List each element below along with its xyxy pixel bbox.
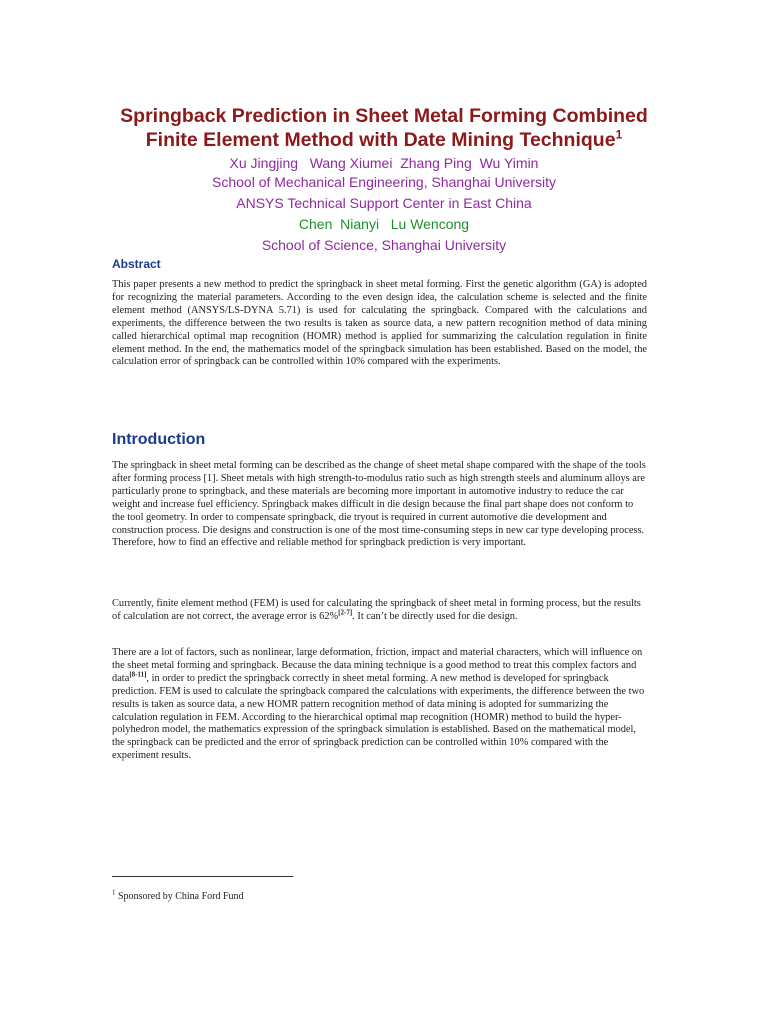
intro-paragraph-3 (112, 647, 647, 763)
intro-paragraph-1: The springback in sheet metal forming can be described as the change of sheet metal shape compared with the shape of the tools after forming process [1]. Sheet metals with high strength-to-modulus ratio such as high strength steels and aluminum alloys are particularly prone to springback, and these materials are becoming more important in automotive industry to reduce the car weight and increase fuel efficiency. Springback makes difficult in die design because the final part shape does not conform to the tool geometry. In order to compensate springback, die tryout is required in current automotive die development and construction process. Die designs and construction is one of the most time-consuming steps in new car type developing process. Therefore, how to find an effective and reliable method for springback prediction is very important. (112, 460, 646, 549)
citation-8-11: [8-11] (129, 670, 147, 679)
footnote-divider (112, 876, 293, 877)
title-footnote-mark: 1 (615, 127, 623, 142)
abstract-heading: Abstract (112, 257, 161, 271)
intro-paragraph-2 (112, 598, 647, 624)
citation-2-7: [2-7] (338, 608, 353, 617)
intro-paragraph-3-text-a: There are a lot of factors, such as nonlinear, large deformation, friction, impact and material characters, which will influence on the sheet metal forming and springback. Because the data mining technique is a good method to treat this complex factors and data (112, 647, 643, 684)
affiliation-2: ANSYS Technical Support Center in East China (236, 195, 532, 211)
footnote (112, 890, 244, 904)
footnote-mark: 1 (112, 888, 116, 897)
footnote-text: Sponsored by China Ford Fund (115, 891, 244, 902)
intro-paragraph-3-text-b: , in order to predict the springback correctly in sheet metal forming. A new method is developed for springback prediction. FEM is used to calculate the springback compared the calculations with experiments, the difference between the two results is taken as source data, a new HOMR pattern recognition method of data mining is adopted for summarizing the calculation regulation in FEM. According to the hierarchical optimal map recognition (HOMR) method to build the hyper-polyhedron model, the mathematics expression of the springback simulation is established. Based on the mathematical model, the springback can be predicted and the error of springback prediction can be controlled within 10% compared with the experiment results. (112, 672, 645, 762)
title-line-1: Springback Prediction in Sheet Metal Forming Combined (120, 105, 648, 127)
introduction-heading: Introduction (112, 431, 206, 448)
intro-paragraph-2-text-b: . It can’t be directly used for die design. (352, 610, 518, 622)
title-line-2: Finite Element Method with Date Mining Technique (145, 129, 616, 151)
affiliation-3: School of Science, Shanghai University (261, 237, 507, 253)
intro-paragraph-2-text-a: Currently, finite element method (FEM) is used for calculating the springback of sheet metal in forming process, but the results of calculation are not correct, the average error is 62% (112, 598, 641, 622)
author-list-2: Chen Nianyi Lu Wencong (298, 216, 470, 232)
affiliation-1: School of Mechanical Engineering, Shanghai University (212, 174, 556, 190)
paper-title (60, 104, 708, 152)
author-list-1: Xu Jingjing Wang Xiumei Zhang Ping Wu Yimin (229, 155, 539, 171)
abstract-text: This paper presents a new method to predict the springback in sheet metal forming. First the genetic algorithm (GA) is adopted for recognizing the material parameters. According to the even design idea, the calculation scheme is selected and the finite element method (ANSYS/LS-DYNA 5.71) is used for calculating the springback. Compared with the calculations and experiments, the difference between the two results is taken as source data, a new pattern recognition method of data mining called hierarchical optimal map recognition (HOMR) method is applied for summarizing the calculation regulation in finite element method. In the end, the mathematics model of the springback simulation has been established. Based on the model, the calculation error of springback can be controlled within 10% compared with the experiments. (112, 279, 647, 368)
